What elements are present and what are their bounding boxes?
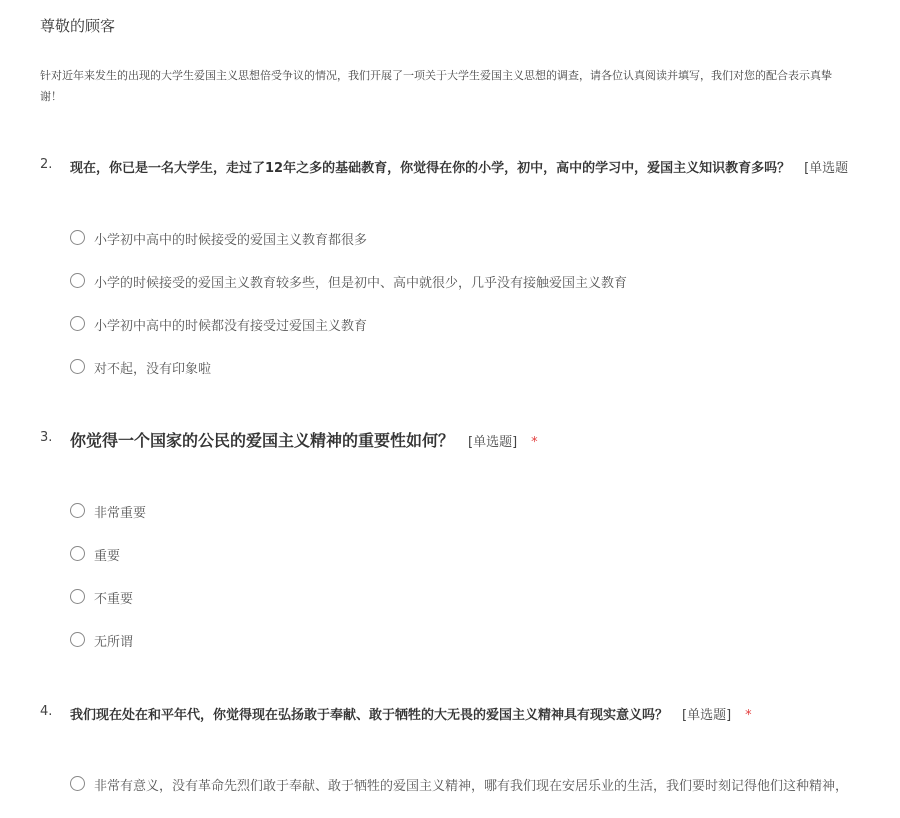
question-number: 3. [40, 430, 53, 445]
option-label: 非常重要 [94, 506, 147, 521]
intro-line-1: 针对近年来发生的出现的大学生爱国主义思想倍受争议的情况，我们开展了一项关于大学生爱国主义思想的调查，请各位认真阅读并填写，我们对您的配合表示真挚 [40, 69, 832, 82]
question-3 [40, 430, 900, 650]
question-4-header [40, 704, 900, 728]
option-label: 小学初中高中的时候都没有接受过爱国主义教育 [94, 319, 368, 334]
question-title [70, 704, 752, 723]
intro-line-2: 谢！ [40, 90, 62, 103]
question-title [70, 157, 848, 176]
radio-button[interactable] [70, 316, 85, 331]
option-label: 小学的时候接受的爱国主义教育较多些，但是初中、高中就很少，几乎没有接触爱国主义教育 [94, 276, 628, 291]
option-label: 重要 [94, 549, 121, 564]
radio-button[interactable] [70, 359, 85, 374]
question-3-header [40, 430, 900, 454]
option-label: 非常有意义，没有革命先烈们敢于奉献、敢于牺牲的爱国主义精神，哪有我们现在安居乐业的生活，我们要时刻记得他们这种精神， [94, 779, 849, 794]
question-title-text: 你觉得一个国家的公民的爱国主义精神的重要性如何？ [70, 431, 455, 450]
question-4 [40, 704, 900, 794]
radio-button[interactable] [70, 503, 85, 518]
question-type-label: [单选题] [682, 708, 732, 723]
question-title [70, 428, 538, 451]
question-title-text: 我们现在处在和平年代，你觉得现在弘扬敢于奉献、敢于牺牲的大无畏的爱国主义精神具有现实意义吗？ [70, 708, 669, 723]
option-label: 对不起，没有印象啦 [94, 362, 212, 377]
required-asterisk: * [531, 435, 538, 450]
greeting-heading: 尊敬的顾客 [40, 17, 116, 35]
radio-button[interactable] [70, 776, 85, 791]
question-title-text: 现在，你已是一名大学生，走过了12年之多的基础教育，你觉得在你的小学，初中，高中的学习中，爱国主义知识教育多吗？ [70, 161, 791, 176]
radio-button[interactable] [70, 546, 85, 561]
required-asterisk: * [745, 708, 752, 723]
question-type-label: [单选题] [468, 435, 518, 450]
radio-button[interactable] [70, 632, 85, 647]
radio-button[interactable] [70, 589, 85, 604]
question-number: 4. [40, 704, 53, 719]
option-label: 不重要 [94, 592, 134, 607]
question-number: 2. [40, 157, 53, 172]
radio-button[interactable] [70, 273, 85, 288]
question-2 [40, 157, 900, 377]
option-label: 小学初中高中的时候接受的爱国主义教育都很多 [94, 233, 368, 248]
question-2-header [40, 157, 900, 181]
option-label: 无所谓 [94, 635, 134, 650]
intro-text [40, 65, 900, 107]
question-type-label: [单选题 [804, 161, 849, 176]
radio-button[interactable] [70, 230, 85, 245]
